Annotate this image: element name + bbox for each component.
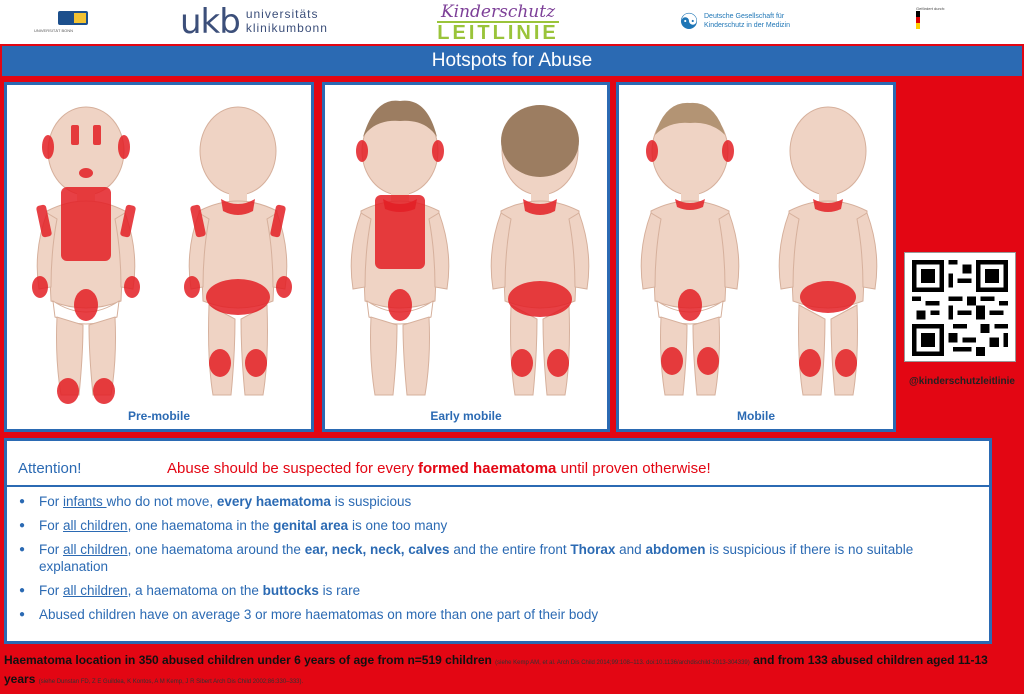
attention-message: Abuse should be suspected for every formed haematoma until proven otherwise!: [167, 460, 711, 477]
citation-kemp: (siehe Kemp AM, et al. Arch Dis Child 2014;99:108–113. doi:10.1136/archdischild-2013-304339): [495, 660, 750, 666]
social-handle[interactable]: @kinderschutzleitlinie: [909, 376, 1015, 387]
hotspot-calf-right: [547, 349, 569, 377]
panel-mobile: [616, 82, 896, 432]
hotspot-shin-right: [697, 347, 719, 375]
bund-text: Gefördert durch:: [916, 6, 946, 11]
hotspot-forehead-right: [93, 125, 101, 145]
dgkim-logo: [678, 4, 834, 40]
figure-mobile-front: [625, 91, 755, 411]
list-item: ● For all children, one haematoma around the ear, neck, neck, calves and the entire front Thorax and abdomen is suspicious if there is no suitable explanation: [19, 541, 979, 575]
hotspot-hand-right: [124, 276, 140, 298]
figure-pre-mobile-back: [173, 91, 303, 411]
citation-dunstan: (siehe Dunstan FD, Z E Guildea, K Kontos, A M Kemp, J R Sibert Arch Dis Child 2002;86:330–333).: [38, 679, 304, 685]
kinderschutz-leitlinie-logo: [436, 2, 560, 44]
attention-header: [7, 441, 989, 491]
panel-label-early-mobile: Early mobile: [430, 409, 502, 423]
hotspot-genital: [678, 289, 702, 321]
hotspot-ear-left: [42, 135, 54, 159]
figure-early-mobile-front: [335, 91, 465, 411]
german-flag-icon: [916, 11, 920, 29]
ukb-mark: ukb: [180, 2, 240, 42]
figure-mobile-back: [763, 91, 893, 411]
hotspot-ear-right: [432, 140, 444, 162]
uni-bonn-logo: [34, 4, 104, 40]
hotspot-hand-left-back: [184, 276, 200, 298]
hotspot-ear-right: [722, 140, 734, 162]
hotspot-ear-right: [118, 135, 130, 159]
hotspot-hand-right-back: [276, 276, 292, 298]
child-figure-icon: ☯: [679, 9, 699, 34]
ukb-line2: klinikumbonn: [245, 21, 328, 35]
hotspot-shin-left: [661, 347, 683, 375]
list-item: ● Abused children have on average 3 or more haematomas on more than one part of their body: [19, 606, 979, 623]
ukb-logo: [180, 4, 328, 40]
uni-bonn-text: UNIVERSITÄT BONN: [34, 28, 74, 33]
hotspot-genital: [388, 289, 412, 321]
leitlinie-bottom-text: LEITLINIE: [437, 22, 559, 44]
hotspot-rules-list: [19, 493, 979, 630]
panel-label-pre-mobile: Pre-mobile: [127, 409, 190, 423]
federal-ministry-logo: [916, 4, 960, 40]
hotspot-calf-right: [835, 349, 857, 377]
attention-box: [4, 438, 992, 644]
page-title: Hotspots for Abuse: [2, 46, 1022, 76]
hotspot-buttocks: [800, 281, 856, 313]
hotspot-genital: [74, 289, 98, 321]
dgkim-line2: Kinderschutz in der Medizin: [704, 22, 790, 29]
attention-label: Attention!: [18, 460, 82, 477]
qr-code-icon: [912, 260, 1008, 356]
hotspot-hand-left: [32, 276, 48, 298]
dgkim-text: [704, 13, 834, 31]
logo-header: [0, 0, 1024, 44]
uni-bonn-crest-icon: [58, 11, 88, 25]
figure-pre-mobile-front: [21, 91, 151, 411]
list-item: ● For all children, a haematoma on the buttocks is rare: [19, 582, 979, 599]
panel-label-mobile: Mobile: [737, 409, 775, 423]
panel-pre-mobile: [4, 82, 314, 432]
hotspot-forehead-left: [71, 125, 79, 145]
attention-divider: [7, 485, 989, 487]
hotspot-foot-right: [93, 378, 115, 404]
qr-code[interactable]: [904, 252, 1016, 362]
hotspot-buttocks: [508, 281, 572, 317]
panel-early-mobile: [322, 82, 610, 432]
leitlinie-top-text: Kinderschutz: [440, 2, 556, 22]
hotspot-ear-left: [356, 140, 368, 162]
figure-early-mobile-back: [475, 91, 605, 411]
hotspot-thorax-abdomen: [375, 195, 425, 269]
hotspot-calf-left: [799, 349, 821, 377]
hair-back: [501, 105, 579, 177]
hotspot-thorax-abdomen: [61, 187, 111, 261]
ukb-words: [246, 8, 328, 36]
hotspot-ear-left: [646, 140, 658, 162]
hotspot-calf-left: [209, 349, 231, 377]
footnote: Haematoma location in 350 abused children under 6 years of age from n=519 children (siehe Kemp AM, et al. Arch Dis Child 2014;99:108–113. doi:10.1136/archdischild-2013-304339) and from 133 abused children aged 11-13 years (siehe Dunstan FD, Z E Guildea, K Kontos, A M Kemp, J R Sibert Arch Dis Child 2002;86:330–333).: [4, 653, 988, 686]
list-item: ● For infants who do not move, every haematoma is suspicious: [19, 493, 979, 510]
hotspot-mouth: [79, 168, 93, 178]
hotspot-calf-left: [511, 349, 533, 377]
list-item: ● For all children, one haematoma in the genital area is one too many: [19, 517, 979, 534]
hotspot-calf-right: [245, 349, 267, 377]
hotspot-foot-left: [57, 378, 79, 404]
hotspot-buttocks: [206, 279, 270, 315]
dgkim-line1: Deutsche Gesellschaft für: [704, 13, 785, 21]
ukb-line1: universitäts: [245, 7, 319, 22]
